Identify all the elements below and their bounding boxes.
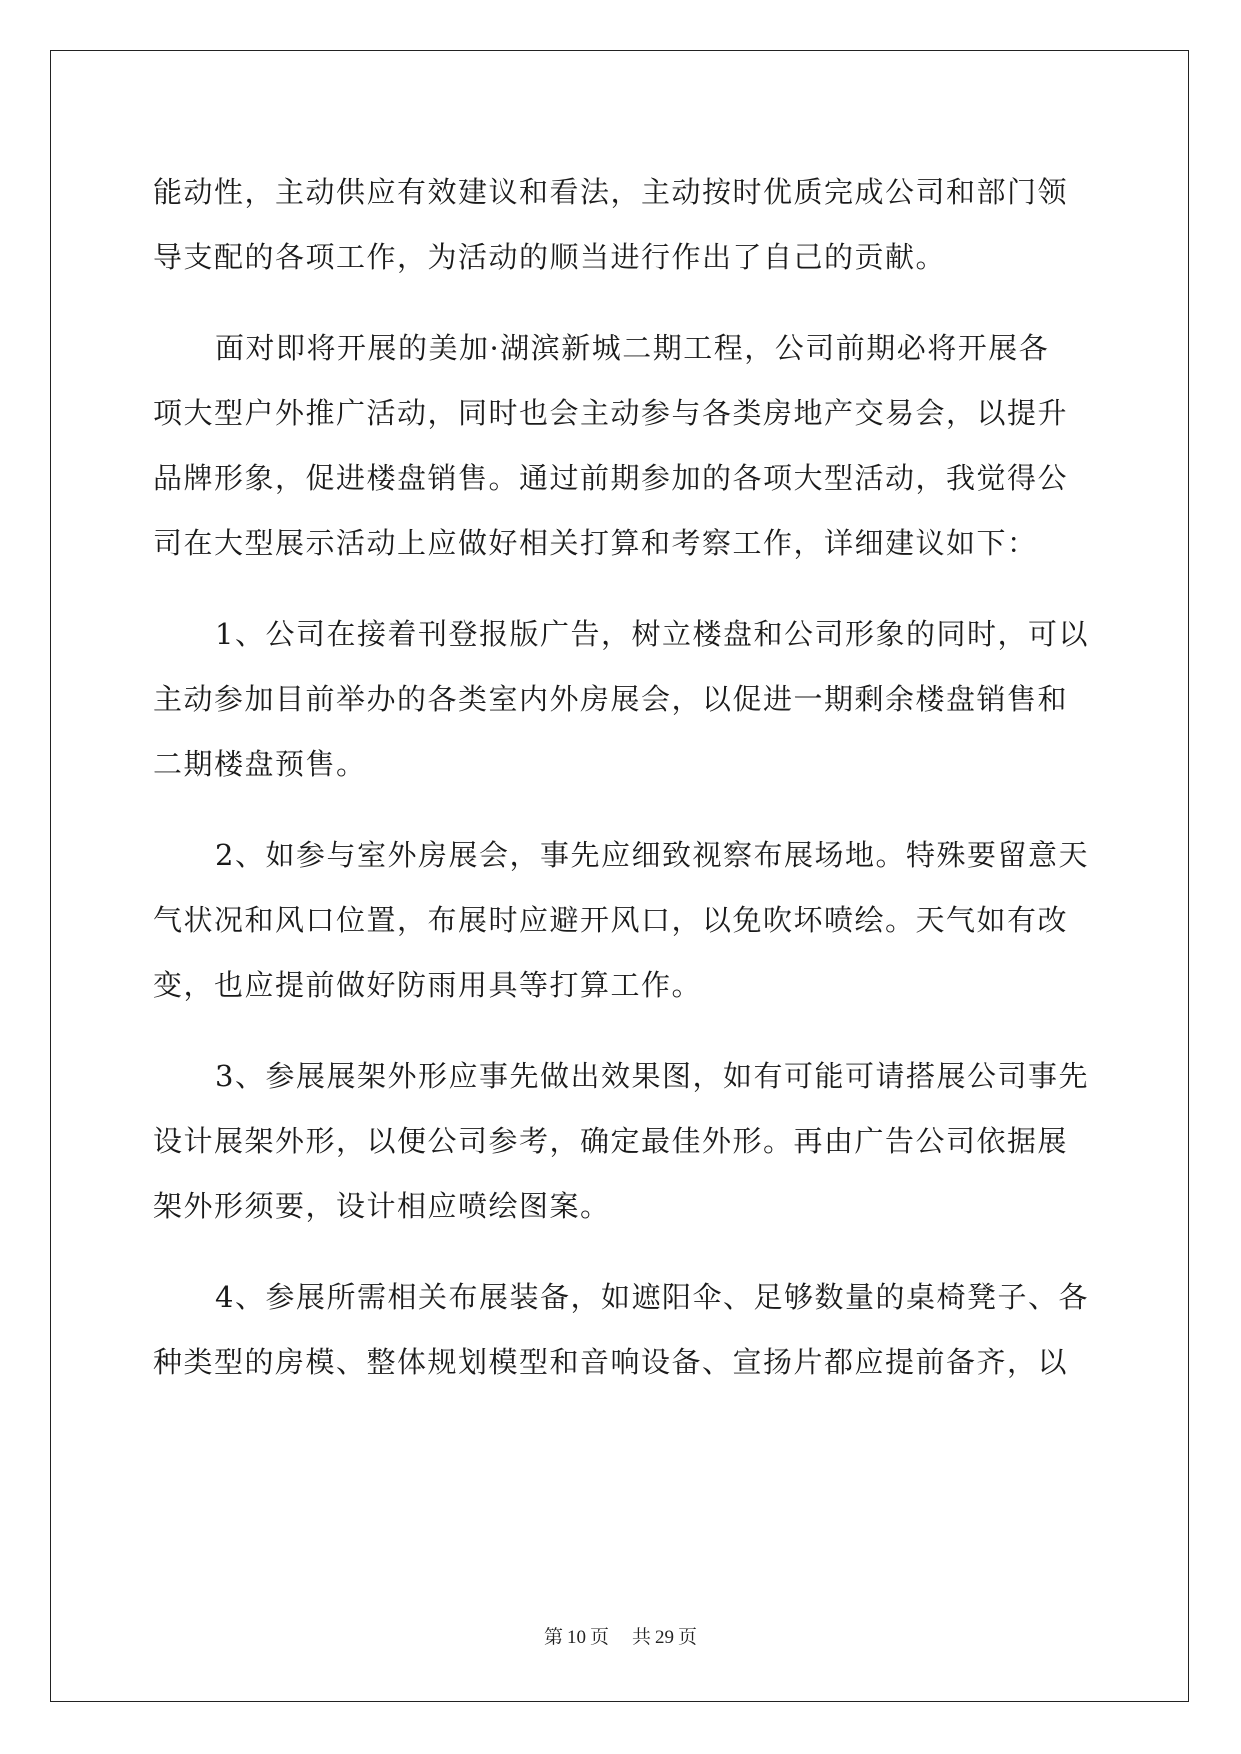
text-line: 3、参展展架外形应事先做出效果图，如有可能可请搭展公司事先 <box>215 1059 1089 1093</box>
paragraph-gap <box>153 1239 1088 1265</box>
text-line: 能动性，主动供应有效建议和看法，主动按时优质完成公司和部门领 <box>153 175 1069 209</box>
text-line: 种类型的房模、整体规划模型和音响设备、宣扬片都应提前备齐，以 <box>153 1345 1069 1379</box>
text-line: 项大型户外推广活动，同时也会主动参与各类房地产交易会，以提升 <box>153 396 1069 430</box>
text-line: 主动参加目前举办的各类室内外房展会，以促进一期剩余楼盘销售和 <box>153 682 1069 716</box>
text-line: 4、参展所需相关布展装备，如遮阳伞、足够数量的桌椅凳子、各 <box>215 1280 1089 1314</box>
page-suffix: 页 <box>589 1627 609 1648</box>
text-line: 导支配的各项工作，为活动的顺当进行作出了自己的贡献。 <box>153 240 947 274</box>
paragraph-gap <box>153 797 1088 823</box>
total-suffix: 页 <box>678 1627 698 1648</box>
text-line: 品牌形象，促进楼盘销售。通过前期参加的各项大型活动，我觉得公 <box>153 461 1069 495</box>
text-line: 设计展架外形，以便公司参考，确定最佳外形。再由广告公司依据展 <box>153 1124 1069 1158</box>
document-body <box>153 160 1088 1395</box>
total-prefix: 共 <box>632 1627 652 1648</box>
page-prefix: 第 <box>543 1627 563 1648</box>
total-pages: 29 <box>655 1627 675 1648</box>
text-line: 气状况和风口位置，布展时应避开风口，以免吹坏喷绘。天气如有改 <box>153 903 1069 937</box>
text-line: 架外形须要，设计相应喷绘图案。 <box>153 1189 611 1223</box>
paragraph-gap <box>153 1018 1088 1044</box>
text-line: 二期楼盘预售。 <box>153 747 367 781</box>
page-number: 10 <box>566 1627 586 1648</box>
text-line: 1、公司在接着刊登报版广告，树立楼盘和公司形象的同时，可以 <box>215 617 1089 651</box>
paragraph-gap <box>153 290 1088 316</box>
text-line: 司在大型展示活动上应做好相关打算和考察工作，详细建议如下： <box>153 526 1038 560</box>
text-line: 变，也应提前做好防雨用具等打算工作。 <box>153 968 703 1002</box>
text-line: 2、如参与室外房展会，事先应细致视察布展场地。特殊要留意天 <box>215 838 1089 872</box>
paragraph-gap <box>153 576 1088 602</box>
text-line: 面对即将开展的美加·湖滨新城二期工程，公司前期必将开展各 <box>215 331 1050 365</box>
page-footer <box>0 1622 1241 1649</box>
